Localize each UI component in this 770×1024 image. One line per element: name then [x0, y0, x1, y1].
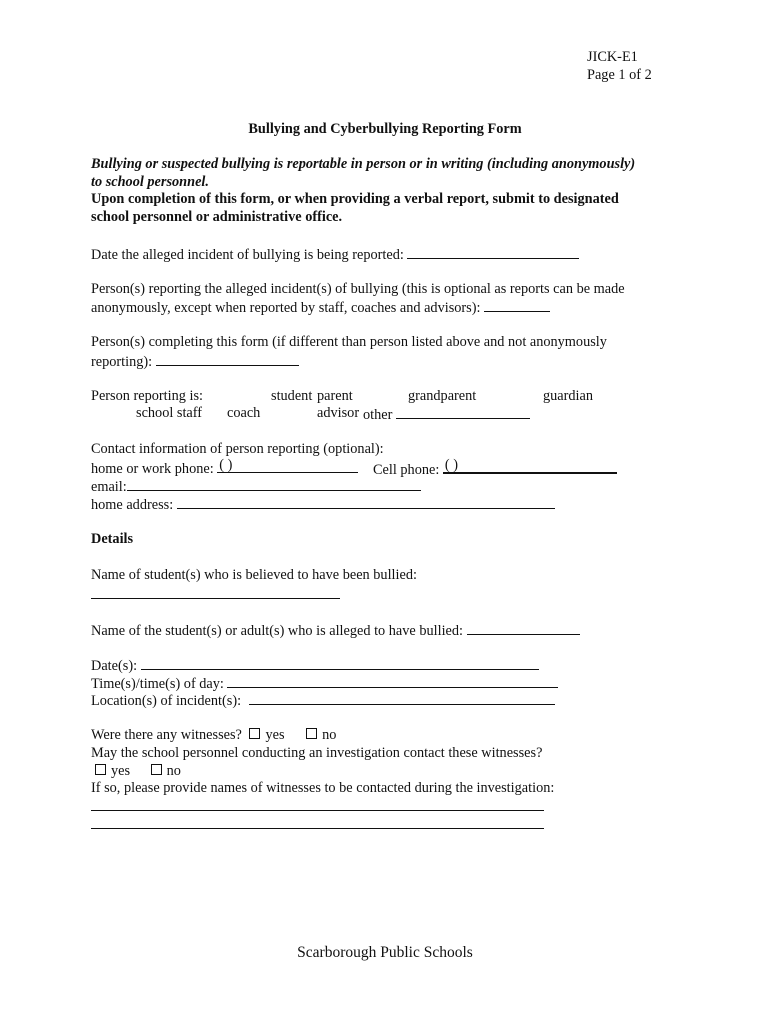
- times-field[interactable]: [227, 673, 558, 688]
- dates-field[interactable]: [141, 655, 539, 670]
- home-phone-area-code: ( ): [219, 457, 233, 473]
- locations-row: [91, 690, 555, 710]
- witness-names-row-2: [91, 814, 544, 834]
- intro-italic-line-2: to school personnel.: [91, 174, 209, 190]
- witnesses-no-checkbox[interactable]: [306, 728, 317, 739]
- option-parent[interactable]: parent: [317, 388, 353, 404]
- locations-label: Location(s) of incident(s):: [91, 693, 242, 709]
- cell-phone-area-code: ( ): [444, 457, 458, 473]
- option-grandparent[interactable]: grandparent: [408, 388, 477, 404]
- document-code: JICK-E1: [587, 49, 638, 65]
- other-row: [363, 404, 530, 424]
- person-reporting-label: Person reporting is:: [91, 388, 203, 404]
- completer-row: [91, 351, 299, 371]
- option-guardian[interactable]: guardian: [543, 388, 594, 404]
- dates-row: [91, 655, 539, 675]
- witness-names-question: If so, please provide names of witnesses to be contacted during the investigation:: [91, 780, 555, 796]
- home-phone-row: [91, 458, 358, 478]
- form-title: Bullying and Cyberbullying Reporting Form: [248, 121, 522, 137]
- address-field[interactable]: [177, 494, 555, 509]
- aggressor-field[interactable]: [467, 620, 580, 635]
- witness-names-field-2[interactable]: [91, 814, 544, 829]
- times-label: Time(s)/time(s) of day:: [91, 676, 224, 692]
- home-phone-field[interactable]: [217, 458, 358, 473]
- contact-heading: Contact information of person reporting (optional):: [91, 441, 384, 457]
- witness-names-field-1[interactable]: [91, 796, 544, 811]
- witnesses-no-label: no: [322, 727, 337, 743]
- email-row: [91, 476, 421, 496]
- witnesses-yes-checkbox[interactable]: [249, 728, 260, 739]
- victim-label: Name of student(s) who is believed to have been bullied:: [91, 567, 417, 583]
- page-number: Page 1 of 2: [587, 67, 652, 83]
- intro-bold-line-1: Upon completion of this form, or when providing a verbal report, submit to designated: [91, 191, 619, 207]
- contact-yes-checkbox[interactable]: [95, 764, 106, 775]
- reporter-label-line-1: Person(s) reporting the alleged incident(s) of bullying (this is optional as reports can be made: [91, 281, 625, 297]
- completer-label-line-2: reporting):: [91, 354, 153, 370]
- date-reported-label: Date the alleged incident of bullying is being reported:: [91, 247, 404, 263]
- dates-label: Date(s):: [91, 658, 138, 674]
- contact-yes-label: yes: [111, 763, 131, 779]
- cell-phone-field[interactable]: [443, 458, 617, 474]
- option-coach[interactable]: coach: [227, 405, 261, 421]
- reporter-row: [91, 297, 550, 317]
- address-label: home address:: [91, 497, 174, 513]
- contact-witnesses-question: May the school personnel conducting an investigation contact these witnesses?: [91, 745, 543, 761]
- victim-row: [91, 584, 340, 604]
- completer-field[interactable]: [156, 351, 299, 366]
- details-heading: Details: [91, 531, 134, 547]
- intro-italic-line-1: Bullying or suspected bullying is reportable in person or in writing (including anonymously): [91, 156, 636, 172]
- contact-no-label: no: [166, 763, 181, 779]
- home-phone-label: home or work phone:: [91, 461, 214, 477]
- reporter-field[interactable]: [484, 297, 550, 312]
- date-reported-field[interactable]: [407, 244, 579, 259]
- contact-witnesses-options: [95, 762, 181, 780]
- aggressor-label: Name of the student(s) or adult(s) who is alleged to have bullied:: [91, 623, 464, 639]
- footer-school-name: Scarborough Public Schools: [297, 944, 473, 961]
- intro-bold-line-2: school personnel or administrative office.: [91, 209, 343, 225]
- witnesses-yes-label: yes: [265, 727, 285, 743]
- locations-field[interactable]: [249, 690, 555, 705]
- address-row: [91, 494, 555, 514]
- contact-no-checkbox[interactable]: [151, 764, 162, 775]
- option-other[interactable]: other: [363, 407, 393, 423]
- option-student[interactable]: student: [271, 388, 313, 404]
- cell-phone-label: Cell phone:: [373, 462, 440, 478]
- witnesses-question: Were there any witnesses?: [91, 727, 242, 743]
- option-school-staff[interactable]: school staff: [136, 405, 203, 421]
- witnesses-row: [91, 726, 336, 744]
- victim-field[interactable]: [91, 584, 340, 599]
- completer-label-line-1: Person(s) completing this form (if different than person listed above and not anonymously: [91, 334, 607, 350]
- date-reported-row: [91, 244, 579, 264]
- witness-names-row-1: [91, 796, 544, 816]
- option-advisor[interactable]: advisor: [317, 405, 360, 421]
- email-field[interactable]: [127, 476, 421, 491]
- email-label: email:: [91, 479, 127, 495]
- reporter-label-line-2: anonymously, except when reported by staff, coaches and advisors):: [91, 300, 481, 316]
- aggressor-row: [91, 620, 580, 640]
- other-field[interactable]: [396, 404, 530, 419]
